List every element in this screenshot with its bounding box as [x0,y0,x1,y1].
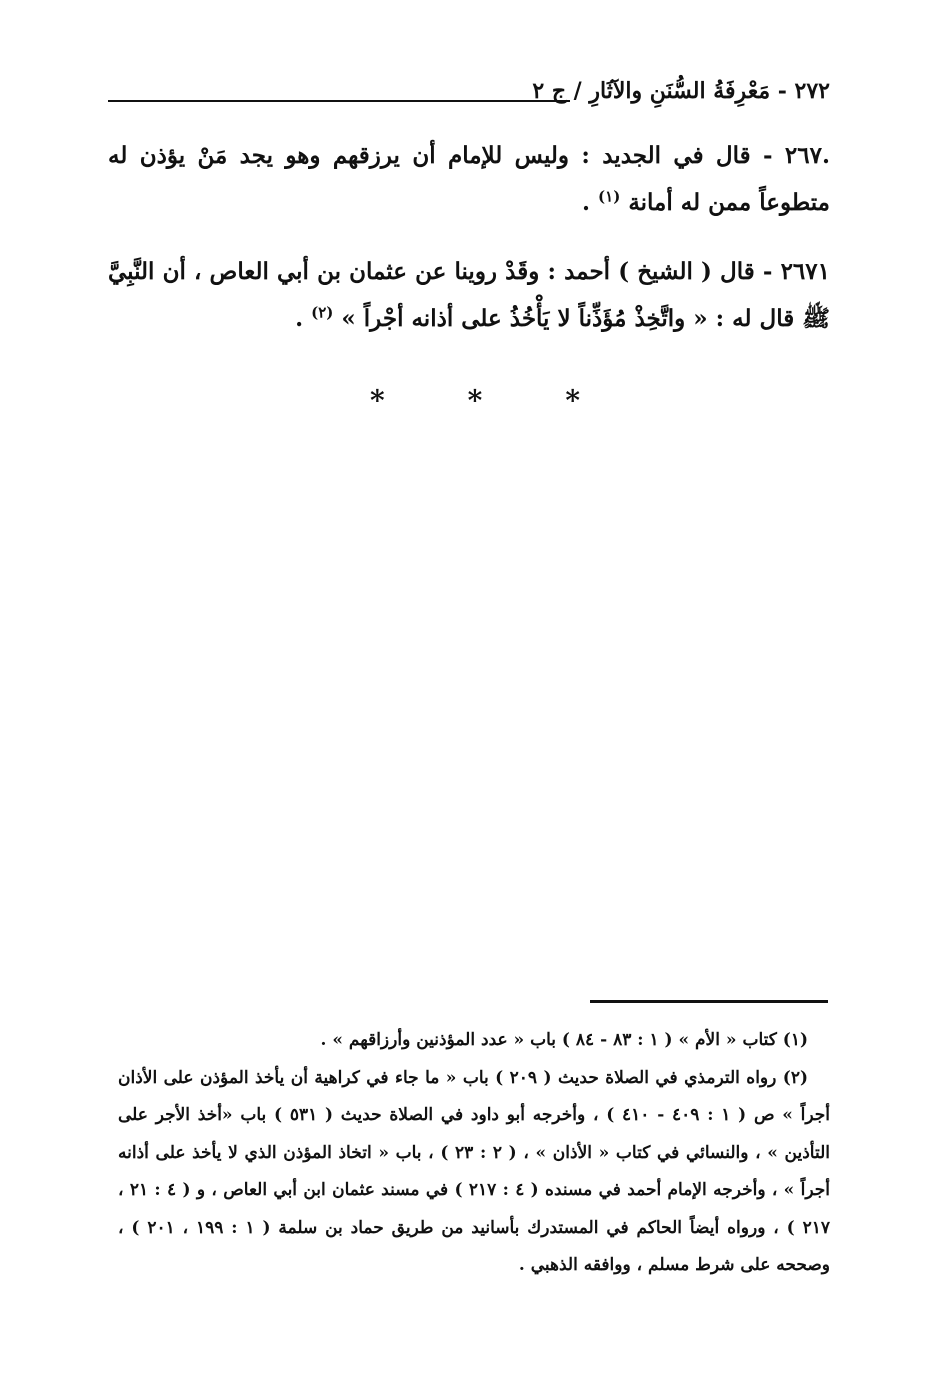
footnote-ref-1: (١) [598,187,621,206]
footnote-2: (٢) رواه الترمذي في الصلاة حديث ( ٢٠٩ ) باب « ما جاء في كراهية أن يأخذ المؤذن على الأذان أجراً » ص ( ١ : ٤٠٩ - ٤١٠ ) ، وأخرجه أبو داود في الصلاة حديث ( ٥٣١ ) باب «أخذ الأجر على التأذين » ، والنسائي في كتاب « الأذان » ، ( ٢ : ٢٣ ) ، باب « اتخاذ المؤذن الذي لا يأخذ على أذانه أجراً » ، وأخرجه الإمام أحمد في مسنده ( ٤ : ٢١٧ ) في مسند عثمان ابن أبي العاص ، و ( ٤ : ٢١ ، ٢١٧ ) ، ورواه أيضاً الحاكم في المستدرك بأسانيد من طريق حماد بن سلمة ( ١ : ١٩٩ ، ٢٠١ ) ، وصححه على شرط مسلم ، ووافقه الذهبي . [118,1067,830,1275]
paragraph-text: ٢٦٧١ - قال ( الشيخ ) أحمد : وقَدْ روينا عن عثمان بن أبي العاص ، أن النَّبِيَّ ﷺ قال له : « واتَّخِذْ مُؤَذِّناً لا يَأْخُذُ على أذانه أجْراً » [108,258,830,332]
main-text [108,132,830,364]
separator-star: * [467,384,483,417]
paragraph-2671 [108,248,830,342]
separator-star: * [370,384,385,417]
header-rule [108,100,570,102]
paragraph-text: .٢٦٧ - قال في الجديد : وليس للإمام أن يرزقهم وهو يجد مَنْ يؤذن له متطوعاً ممن له أمانة [108,142,830,216]
paragraph-end: . [582,189,599,216]
footnote-ref-2: (٢) [311,303,334,322]
running-title: ٢٧٢ - مَعْرِفَةُ السُّنَنِ والآثَارِ / ج ٢ [532,78,830,104]
paragraph-2670 [108,132,830,226]
footnotes [118,1022,830,1285]
section-separator [370,384,580,417]
paragraph-end: . [295,305,312,332]
footnote-rule [590,1000,828,1003]
footnote-1: (١) كتاب « الأم » ( ١ : ٨٣ - ٨٤ ) باب « عدد المؤذنين وأرزاقهم » . [320,1030,808,1050]
separator-star: * [565,384,580,417]
page-header [108,78,830,112]
